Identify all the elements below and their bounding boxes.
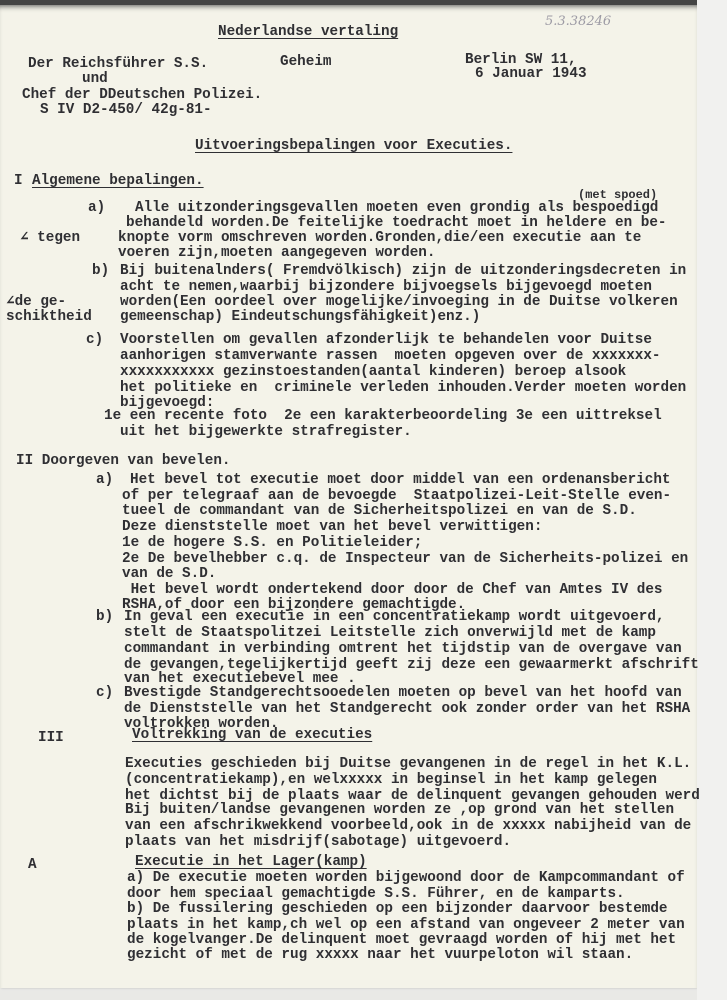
text-line: (concentratiekamp),en welxxxxx in beginsel in het kamp gelegen — [125, 772, 657, 788]
text-line: de kogelvanger.De delinquent moet gevraagd worden of hij met het — [127, 932, 677, 948]
text-line: van een afschrikwekkend voorbeeld,ook in de xxxxx nabijheid van de — [125, 818, 692, 834]
insert-note: (met spoed) — [578, 188, 658, 202]
item-label: b) — [96, 609, 114, 625]
text-line: of per telegraaf aan de bevoegde Staatpolizei-Leit-Stelle even- — [122, 488, 672, 504]
section-heading: Voltrekking van de executies — [132, 727, 373, 743]
margin-note: schiktheid — [6, 309, 92, 325]
text-line: 1e een recente foto 2e een karakterbeoordeling 3e een uittreksel — [104, 408, 662, 424]
text-line: van het executiebevel mee . — [124, 671, 356, 687]
text-line: Bij buiten/landse gevangenen worden ze ,op grond van het stellen — [125, 802, 675, 818]
text-line: plaats in het kamp,ch wel op een afstand van ongeveer 2 meter van — [127, 917, 685, 933]
text-line: het dichtst bij de plaats waar de delinquent gevangen gehouden werd — [125, 788, 700, 804]
text-line: Het bevel wordt ondertekend door door de Chef van Amtes IV des — [122, 582, 663, 598]
text-line: worden(Een oordeel over mogelijke/invoeging in de Duitse volkeren — [120, 294, 678, 310]
section-number: III — [38, 730, 64, 746]
text-line: voeren zijn,moeten aangegeven worden. — [118, 245, 436, 261]
text-line: gemeenschap) Eindeutschungsfähigkeit)enz.) — [120, 309, 481, 325]
translation-title: Nederlandse vertaling — [218, 24, 399, 40]
item-label: a) — [88, 200, 106, 216]
subsection-number: A — [28, 857, 37, 873]
text-line: tueel de commandant van de Sicherheitspolizei en van de S.D. — [122, 503, 637, 519]
text-line: door hem speciaal gemachtigde S.S. Führer, en de kamparts. — [127, 886, 625, 902]
text-line: acht te nemen,waarbij bijzondere bijvoegsels bijgevoegd moeten — [120, 279, 652, 295]
text-line: xxxxxxxxxxx gezinstoestanden(aantal kinderen) beroep alsook — [120, 364, 627, 380]
text-line: het politieke en criminele verleden inhouden.Verder moeten worden — [120, 380, 687, 396]
margin-note: ∠de ge- — [6, 294, 67, 310]
item-label: a) — [96, 472, 114, 488]
text-line: de gevangen,tegelijkertijd geeft zij deze een gewaarmerkt afschrift — [124, 657, 699, 673]
text-line: Het bevel tot executie moet door middel van een ordenansbericht — [130, 472, 671, 488]
text-line: uit het bijgewerkte strafregister. — [120, 424, 412, 440]
section-heading: Algemene bepalingen. — [32, 173, 204, 189]
text-line: aanhorigen stamverwante rassen moeten opgeven over de xxxxxxx- — [120, 348, 661, 364]
classification: Geheim — [280, 54, 332, 70]
text-line: behandeld worden.De feitelijke toedracht moet in heldere en be- — [126, 215, 667, 231]
text-line: b) De fussilering geschieden op een bijzonder daarvoor bestemde — [127, 901, 668, 917]
date: 6 Januar 1943 — [475, 66, 587, 82]
text-line: Bvestigde Standgerechtsooedelen moeten op bevel van het hoofd van — [124, 685, 682, 701]
section-heading: II Doorgeven van bevelen. — [16, 453, 231, 469]
text-line: gezicht of met de rug xxxxx naar het vuurpeloton wil staan. — [127, 947, 634, 963]
sender-line: Chef der DDeutschen Polizei. — [22, 87, 263, 103]
text-line: Executies geschieden bij Duitse gevangenen in de regel in het K.L. — [125, 756, 692, 772]
item-label: c) — [86, 332, 104, 348]
archive-number: 5.3.38246 — [545, 14, 612, 29]
text-line: stelt de Staatspolitzei Leitstelle zich onverwijld met de kamp — [124, 625, 656, 641]
text-line: RSHA,of door een bijzondere gemachtigde. — [122, 597, 466, 613]
text-line: Bij buitenalnders( Fremdvölkisch) zijn de uitzonderingsdecreten in — [120, 263, 687, 279]
text-line: bijgevoegd: — [120, 395, 215, 411]
text-line: a) De executie moeten worden bijgewoond door de Kampcommandant of — [127, 870, 685, 886]
document-title: Uitvoeringsbepalingen voor Executies. — [195, 138, 513, 154]
sender-line: Der Reichsführer S.S. — [28, 56, 209, 72]
reference-number: S IV D2-450/ 42g-81- — [40, 102, 212, 118]
page-top-edge — [0, 0, 697, 5]
text-line: In geval een executie in een concentratiekamp wordt uitgevoerd, — [124, 609, 665, 625]
text-line: Deze dienststelle moet van het bevel verwittigen: — [122, 519, 543, 535]
place: Berlin SW 11, — [465, 52, 577, 68]
text-line: 1e de hogere S.S. en Politieleider; — [122, 535, 423, 551]
margin-note: ∠ tegen — [20, 230, 81, 246]
text-line: voltrokken worden. — [124, 716, 279, 732]
section-number: I — [14, 173, 23, 189]
text-line: Alle uitzonderingsgevallen moeten even grondig als bespoedigd — [135, 200, 659, 216]
sender-line: und — [82, 71, 108, 87]
item-label: b) — [92, 263, 110, 279]
background-strip — [697, 0, 727, 1000]
text-line: commandant in verbinding omtrent het tijdstip van de overgave van — [124, 641, 682, 657]
text-line: knopte vorm omschreven worden.Gronden,die/een executie aan te — [118, 230, 642, 246]
text-line: de Dienststelle van het Standgerecht ook zonder order van het RSHA — [124, 701, 691, 717]
text-line: Voorstellen om gevallen afzonderlijk te behandelen voor Duitse — [120, 332, 652, 348]
subsection-heading: Executie in het Lager(kamp) — [135, 854, 367, 870]
text-line: 2e De bevelhebber c.q. de Inspecteur van de Sicherheits-polizei en — [122, 551, 689, 567]
text-line: van de S.D. — [122, 566, 217, 582]
item-label: c) — [96, 685, 114, 701]
text-line: plaats van het misdrijf(sabotage) uitgevoerd. — [125, 834, 512, 850]
